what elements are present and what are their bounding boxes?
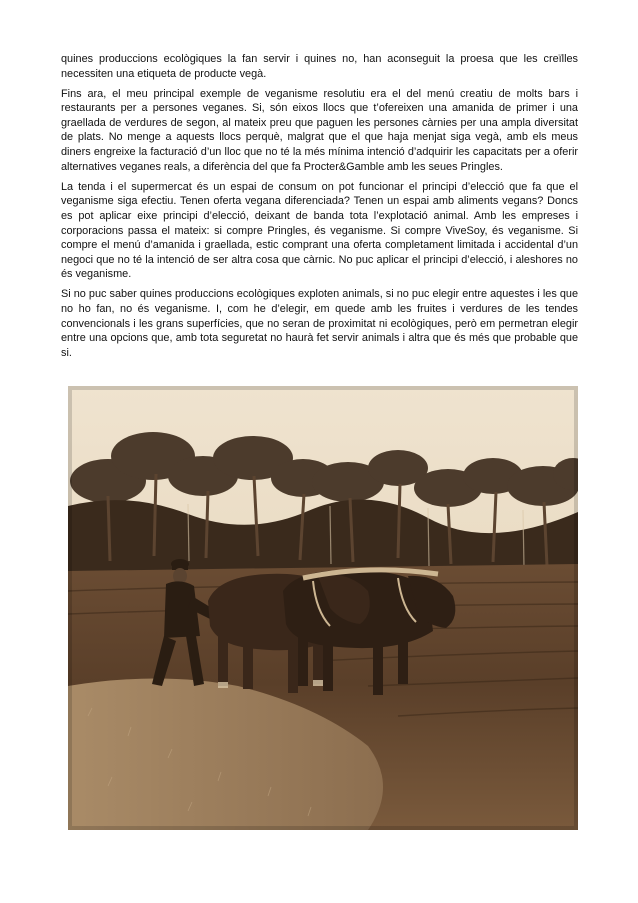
farmer-plowing-with-oxen-icon <box>68 386 578 830</box>
sepia-photo-farmer-plowing-with-oxen <box>68 386 578 830</box>
paragraph-3: La tenda i el supermercat és un espai de consum on pot funcionar el principi d’elecció que fa que el veganisme siga efectiu. Tenen oferta vegana diferenciada? Tenen un espai amb aliments vegans? Doncs es pot aplicar eixe principi d’elecció, deixant de banda tota l’explotació animal. Amb les empreses i corporacions passa el mateix: si compre Pringles, és veganisme. Si compre ViveSoy, és veganisme. Si compre el menú d’amanida i graellada, estic comprant una oferta completament limitada i accidental d’un negoci que no té la intenció de ser altra cosa que càrnic. No puc aplicar el principi d’elecció, i aleshores no és veganisme. <box>61 180 578 281</box>
paragraph-1: quines produccions ecològiques la fan servir i quines no, han aconseguit la proesa que les creïlles necessiten una etiqueta de producte vegà. <box>61 53 578 80</box>
body-text <box>61 52 578 366</box>
paragraph-2: Fins ara, el meu principal exemple de veganisme resolutiu era el del menú creatiu de molts bars i restaurants per a persones veganes. Si, són eixos llocs que t’ofereixen una amanida de primer i una graellada de verdures de segon, al mateix preu que paguen les persones càrnies per una ampla diversitat de plats. No menge a aquests llocs perquè, malgrat que el que haja menjat siga vegà, amb els meus diners engreixe la facturació d’un lloc que no té la més mínima intenció d’adquirir les capacitats per a oferir alternatives veganes reals, a diferència del que fa Procter&Gamble amb les seues Pringles. <box>61 87 578 173</box>
paragraph-4: Si no puc saber quines produccions ecològiques exploten animals, si no puc elegir entre aquestes i les que no ho fan, no és veganisme. I, com he d’elegir, em quede amb les fruites i verdures de les tendes convencionals i les grans superfícies, que no seran de proximitat ni ecològiques, però em permetran elegir entre una opcions que, amb tota seguretat no haurà fet servir animals i altra que és més que probable que si. <box>61 288 578 359</box>
